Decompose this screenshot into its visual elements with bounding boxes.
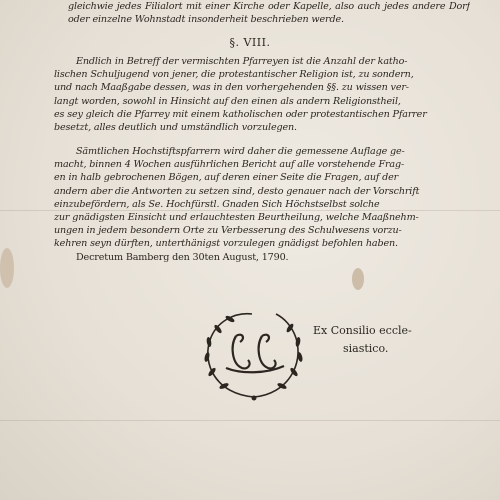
paragraph-line: macht, binnen 4 Wochen ausführlichen Bericht auf alle vorstehende Frag- — [54, 159, 405, 171]
paragraph-line: ungen in jedem besondern Orte zu Verbesserung des Schulwesens vorzu- — [54, 225, 402, 237]
paragraph-line: besetzt, alles deutlich und umständlich vorzulegen. — [54, 122, 297, 134]
paragraph-line: en in halb gebrochenen Bögen, auf deren einer Seite die Fragen, auf der — [54, 172, 399, 184]
paragraph-order — [54, 145, 470, 264]
council-attestation — [313, 322, 473, 358]
council-line-1: Ex Consilio eccle- — [313, 324, 412, 337]
wreath-seal-icon — [196, 302, 312, 404]
continuation-text: gleichwie jedes Filialort mit einer Kirche oder Kapelle, also auch jedes andere Dorf oder einzelne Wohnstadt insonderheit beschrieben werde. — [68, 1, 470, 25]
paragraph-line: langt worden, sowohl in Hinsicht auf den einen als andern Religionstheil, — [54, 95, 401, 107]
paragraph-line: Sämtlichen Hochstiftspfarrern wird daher die gemessene Auflage ge- — [76, 146, 405, 157]
fold-crease — [0, 420, 500, 421]
paragraph-line: und nach Maaßgabe dessen, was in den vorhergehenden §§. zu wissen ver- — [54, 82, 409, 94]
section-heading: §. VIII. — [229, 36, 271, 49]
decree-date-line: Decretum Bamberg den 30ten August, 1790. — [76, 251, 289, 263]
council-line-2: siastico. — [343, 342, 389, 355]
paragraph-line: es sey gleich die Pfarrey mit einem katholischen oder protestantischen Pfarrer — [54, 108, 427, 120]
paragraph-mixed-parishes — [54, 55, 470, 134]
paragraph-line: kehren seyn dürften, unterthänigst vorzulegen gnädigst befohlen haben. — [54, 238, 398, 250]
continuation-line — [54, 0, 470, 26]
edge-stain — [0, 248, 14, 288]
paragraph-line: andern aber die Antworten zu setzen sind, desto genauer nach der Vorschrift — [54, 185, 420, 197]
paragraph-line: lischen Schuljugend von jener, die protestantischer Religion ist, zu sondern, — [54, 69, 414, 81]
paragraph-line: zur gnädigsten Einsicht und erlauchtesten Beurtheilung, welche Maaßnehm- — [54, 212, 419, 224]
ink-stain — [352, 268, 364, 290]
paragraph-line: einzubefördern, als Se. Hochfürstl. Gnaden Sich Höchstselbst solche — [54, 198, 380, 210]
paragraph-line: Endlich in Betreff der vermischten Pfarreyen ist die Anzahl der katho- — [76, 56, 408, 67]
